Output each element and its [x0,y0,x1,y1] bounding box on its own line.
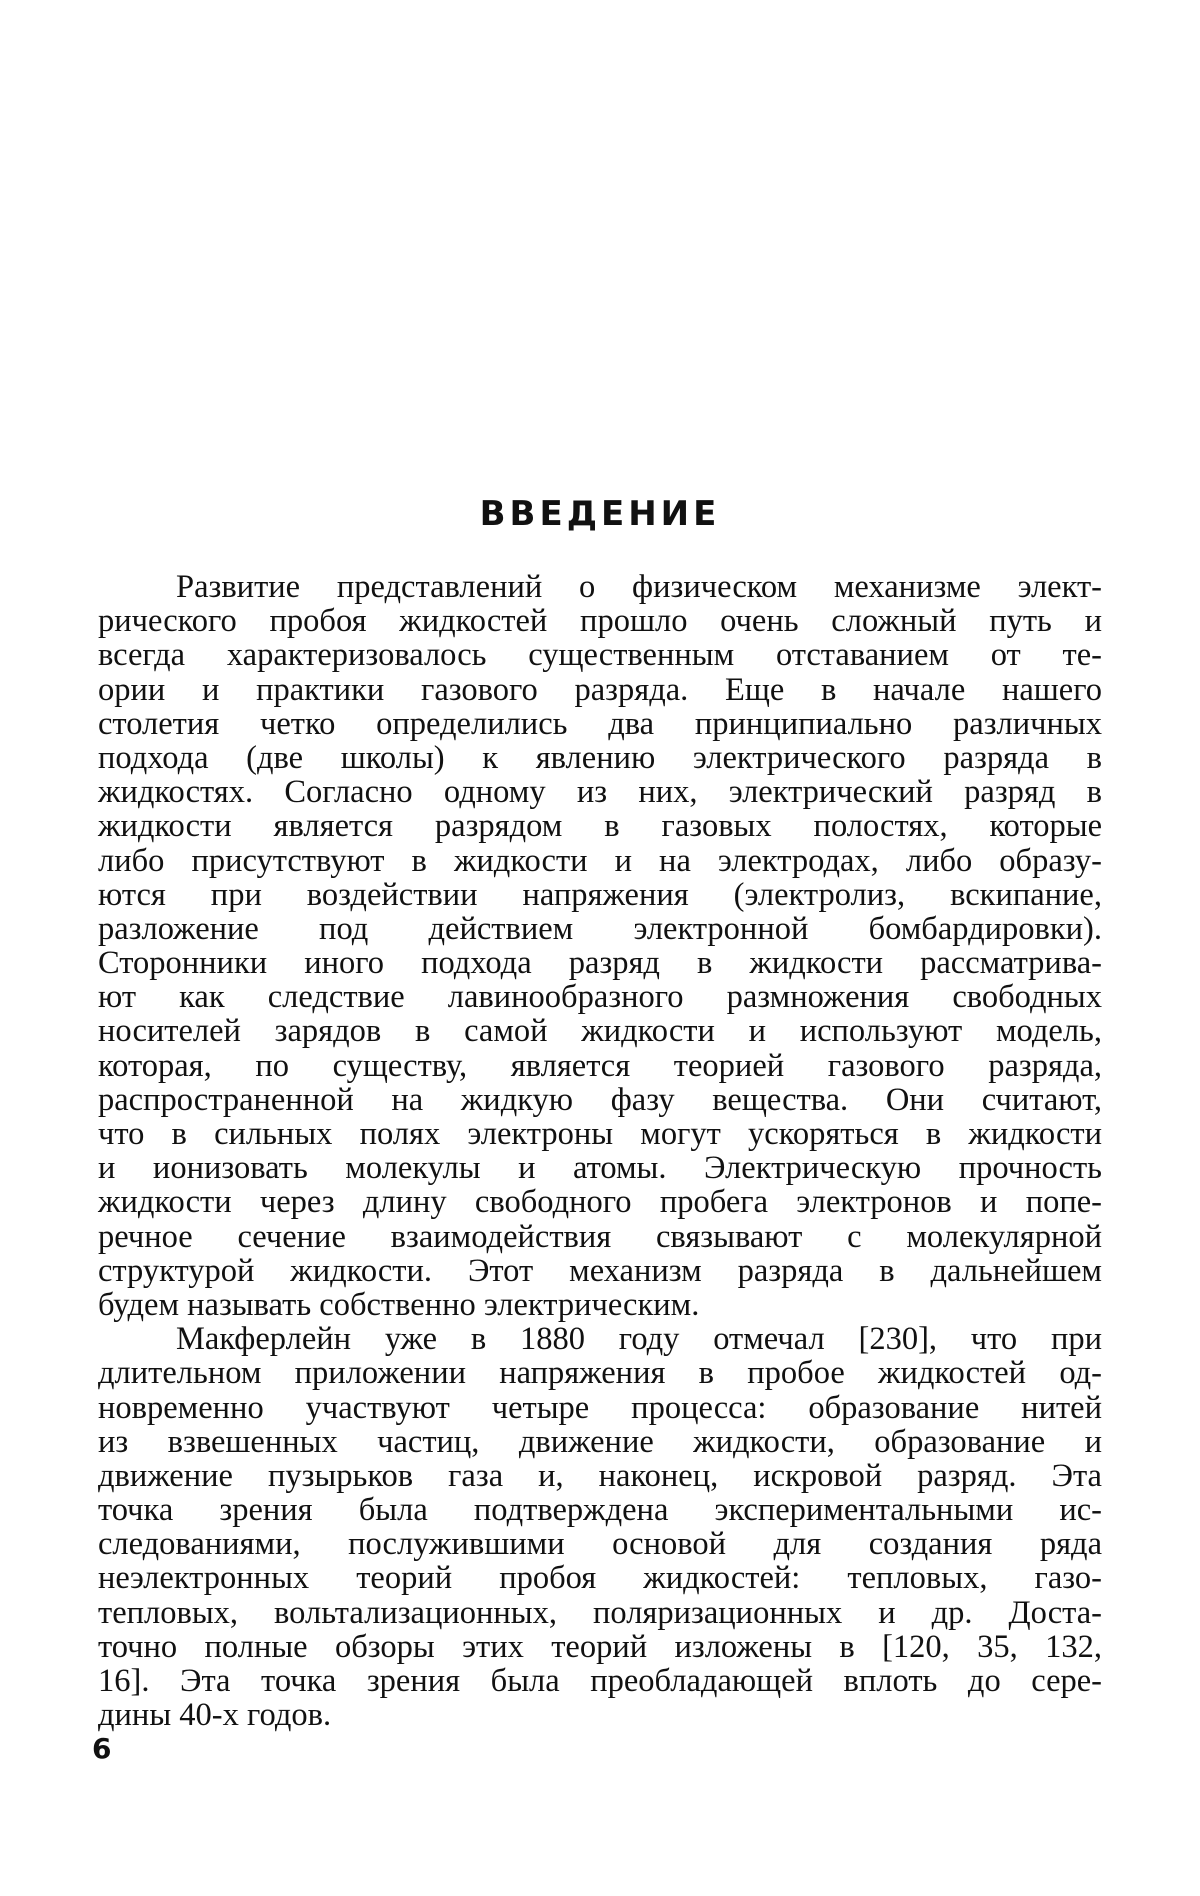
paragraph [98,570,1102,1322]
body-text [98,570,1102,1732]
text-line: ются при воздействии напряжения (электролиз, вскипание, [98,876,1102,913]
text-line: столетия четко определились два принципиально различных [98,705,1102,742]
text-line: жидкостях. Согласно одному из них, электрический разряд в [98,774,1102,811]
text-line: Развитие представлений о физическом механизме элект- [176,569,1102,605]
text-line: подхода (две школы) к явлению электрического разряда в [98,739,1102,776]
text-line: Макферлейн уже в 1880 году отмечал [230], что при [176,1321,1102,1358]
text-line: рического пробоя жидкостей прошло очень сложный путь и [98,603,1102,640]
text-line: новременно участвуют четыре процесса: образование нитей [98,1389,1102,1426]
text-line: дины 40-х годов. [98,1697,332,1734]
text-line: жидкости через длину свободного пробега электронов и попе- [98,1184,1102,1221]
text-line: ют как следствие лавинообразного размножения свободных [98,979,1102,1016]
text-line: точно полные обзоры этих теорий изложены в [120, 35, 132, [98,1628,1102,1665]
text-line: из взвешенных частиц, движение жидкости, образование и [98,1423,1102,1460]
text-line: длительном приложении напряжения в пробое жидкостей од- [98,1355,1102,1392]
text-line: тепловых, вольтализационных, поляризационных и др. Доста- [98,1594,1102,1631]
text-line: речное сечение взаимодействия связывают с молекулярной [98,1218,1102,1255]
text-line: 16]. Эта точка зрения была преобладающей вплоть до сере- [98,1663,1102,1699]
text-line: что в сильных полях электроны могут ускоряться в жидкости [98,1116,1102,1152]
chapter-title: ВВЕДЕНИЕ [479,494,721,534]
text-line: Сторонники иного подхода разряд в жидкости рассматрива- [98,945,1102,982]
text-line: которая, по существу, является теорией газового разряда, [98,1047,1102,1084]
text-line: точка зрения была подтверждена экспериментальными ис- [98,1492,1102,1529]
text-line: носителей зарядов в самой жидкости и используют модель, [98,1013,1102,1050]
text-line: движение пузырьков газа и, наконец, искровой разряд. Эта [98,1457,1102,1494]
text-line: и ионизовать молекулы и атомы. Электрическую прочность [98,1150,1102,1187]
text-line: будем называть собственно электрическим. [98,1286,700,1323]
text-line: распространенной на жидкую фазу вещества. Они считают, [98,1081,1102,1118]
text-line: ории и практики газового разряда. Еще в начале нашего [98,671,1102,708]
text-line: следованиями, послужившими основой для создания ряда [98,1526,1102,1563]
text-line: неэлектронных теорий пробоя жидкостей: тепловых, газо- [98,1560,1102,1597]
paragraph [98,1322,1102,1732]
text-line: либо присутствуют в жидкости и на электродах, либо образу- [98,842,1102,879]
page-number: 6 [92,1732,112,1765]
text-line: всегда характеризовалось существенным отставанием от те- [98,637,1102,674]
text-line: жидкости является разрядом в газовых полостях, которые [98,808,1102,845]
text-line: разложение под действием электронной бомбардировки). [98,910,1102,947]
text-line: структурой жидкости. Этот механизм разряда в дальнейшем [98,1252,1102,1289]
